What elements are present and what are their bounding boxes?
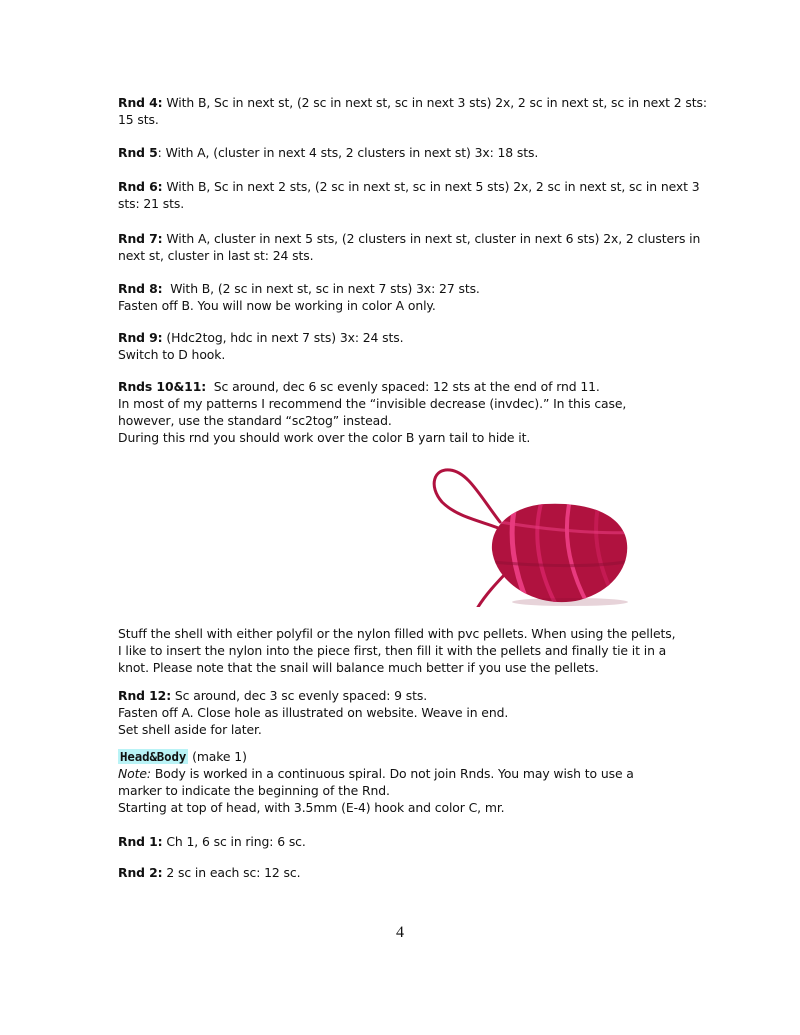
shell-shadow xyxy=(512,598,628,606)
stuffing-text-line-2: I like to insert the nylon into the piece first, then fill it with the pellets and finally tie it in a xyxy=(118,643,667,658)
paragraph-rnd-7 xyxy=(118,230,701,264)
rnd-4-text-line-1: With B, Sc in next st, (2 sc in next st, sc in next 3 sts) 2x, 2 sc in next st, sc in next 2 sts: xyxy=(162,95,707,110)
rnd-4-label: Rnd 4: xyxy=(118,95,163,110)
rnd-1-text-line-1: Ch 1, 6 sc in ring: 6 sc. xyxy=(162,834,306,849)
rnds-10-11-text-line-4: During this rnd you should work over the color B yarn tail to hide it. xyxy=(118,430,531,445)
rnd-2-label: Rnd 2: xyxy=(118,865,163,880)
stuffing-text-line-1: Stuff the shell with either polyfil or the nylon filled with pvc pellets. When using the pellets, xyxy=(118,626,676,641)
rnds-10-11-text-line-2: In most of my patterns I recommend the “invisible decrease (invdec).” In this case, xyxy=(118,396,627,411)
rnd-6-text-line-1: With B, Sc in next 2 sts, (2 sc in next st, sc in next 5 sts) 2x, 2 sc in next st, sc in next 3 xyxy=(162,179,700,194)
rnd-12-label: Rnd 12: xyxy=(118,688,172,703)
rnd-9-text-line-1: (Hdc2tog, hdc in next 7 sts) 3x: 24 sts. xyxy=(162,330,404,345)
rnd-8-label: Rnd 8: xyxy=(118,281,163,296)
paragraph-rnd-12 xyxy=(118,687,688,738)
paragraph-rnd-5 xyxy=(118,144,688,161)
paragraph-rnd-2 xyxy=(118,864,688,881)
rnd-9-label: Rnd 9: xyxy=(118,330,163,345)
paragraph-rnd-1 xyxy=(118,833,688,850)
paragraph-rnd-4 xyxy=(118,94,707,128)
rnds-10-11-text-line-3: however, use the standard “sc2tog” instead. xyxy=(118,413,392,428)
rnd-5-label: Rnd 5 xyxy=(118,145,158,160)
rnd-6-text-line-2: sts: 21 sts. xyxy=(118,196,185,211)
rnd-5-text-line-1: : With A, (cluster in next 4 sts, 2 clusters in next st) 3x: 18 sts. xyxy=(157,145,539,160)
snail-shell-photo xyxy=(420,462,660,607)
rnd-12-text-line-2: Fasten off A. Close hole as illustrated on website. Weave in end. xyxy=(118,705,509,720)
rnd-8-text-line-1: With B, (2 sc in next st, sc in next 7 sts) 3x: 27 sts. xyxy=(162,281,480,296)
rnds-10-11-text-line-1: Sc around, dec 6 sc evenly spaced: 12 sts at the end of rnd 11. xyxy=(206,379,600,394)
paragraph-stuffing xyxy=(118,625,688,676)
section-head-body xyxy=(118,748,688,816)
paragraph-rnd-8 xyxy=(118,280,688,314)
rnd-4-text-line-2: 15 sts. xyxy=(118,112,159,127)
stuffing-text-line-3: knot. Please note that the snail will balance much better if you use the pellets. xyxy=(118,660,599,675)
rnd-6-label: Rnd 6: xyxy=(118,179,163,194)
head-body-title: Head&Body xyxy=(120,749,187,764)
paragraph-rnd-9 xyxy=(118,329,688,363)
paragraph-rnd-6 xyxy=(118,178,700,212)
rnd-7-text-line-2: next st, cluster in last st: 24 sts. xyxy=(118,248,314,263)
rnds-10-11-label: Rnds 10&11: xyxy=(118,379,207,394)
head-body-text-line-1: Body is worked in a continuous spiral. Do not join Rnds. You may wish to use a xyxy=(151,766,634,781)
rnd-9-text-line-2: Switch to D hook. xyxy=(118,347,226,362)
head-body-text-line-2: marker to indicate the beginning of the Rnd. xyxy=(118,783,390,798)
head-body-text-line-3: Starting at top of head, with 3.5mm (E-4) hook and color C, mr. xyxy=(118,800,505,815)
rnd-8-text-line-2: Fasten off B. You will now be working in color A only. xyxy=(118,298,436,313)
rnd-7-label: Rnd 7: xyxy=(118,231,163,246)
rnd-2-text-line-1: 2 sc in each sc: 12 sc. xyxy=(162,865,301,880)
head-body-suffix: (make 1) xyxy=(188,749,247,764)
note-label: Note: xyxy=(118,766,152,781)
rnd-1-label: Rnd 1: xyxy=(118,834,163,849)
paragraph-rnds-10-11 xyxy=(118,378,688,446)
rnd-12-text-line-3: Set shell aside for later. xyxy=(118,722,262,737)
rnd-12-text-line-1: Sc around, dec 3 sc evenly spaced: 9 sts. xyxy=(171,688,428,703)
rnd-7-text-line-1: With A, cluster in next 5 sts, (2 clusters in next st, cluster in next 6 sts) 2x, 2 clusters in xyxy=(162,231,701,246)
page-number: 4 xyxy=(396,924,404,941)
